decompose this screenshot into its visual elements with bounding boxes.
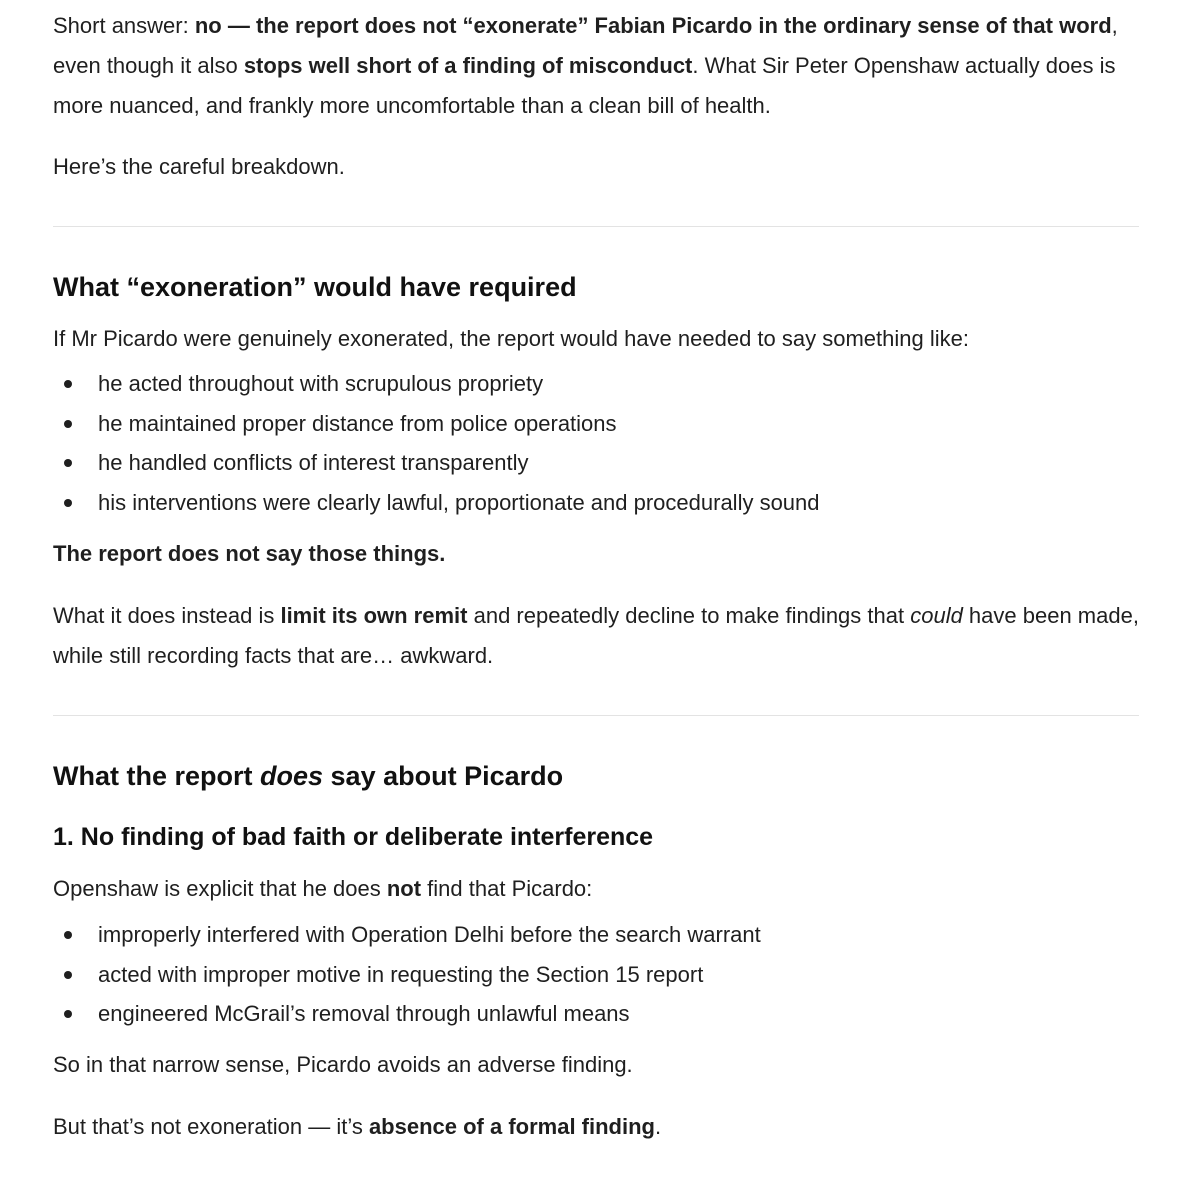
divider <box>53 715 1139 716</box>
subsection-paragraph-1: So in that narrow sense, Picardo avoids an adverse finding. <box>53 1052 633 1077</box>
intro-breakdown: Here’s the careful breakdown. <box>53 154 345 179</box>
list-item: acted with improper motive in requesting the Section 15 report <box>53 955 1140 995</box>
bullet-icon <box>64 1010 72 1018</box>
section1-lead: If Mr Picardo were genuinely exonerated, the report would have needed to say something like: <box>53 326 969 351</box>
section1-paragraph: What it does instead is limit its own remit and repeatedly decline to make findings that could have been made, while still recording facts that are… awkward. <box>53 603 1139 668</box>
subsection-lead: Openshaw is explicit that he does not find that Picardo: <box>53 876 593 901</box>
bullet-icon <box>64 499 72 507</box>
section1-bold-line: The report does not say those things. <box>53 541 446 566</box>
intro-text-1: Short answer: <box>53 13 195 38</box>
intro-bold-1: no — the report does not “exonerate” Fabian Picardo in the ordinary sense of that word <box>194 13 1112 38</box>
section-heading-exoneration: What “exoneration” would have required <box>53 272 577 302</box>
list-item: he acted throughout with scrupulous propriety <box>53 364 1140 404</box>
bullet-icon <box>64 380 72 388</box>
subsection-heading-no-bad-faith: 1. No finding of bad faith or deliberate interference <box>53 823 654 851</box>
bullet-icon <box>64 971 72 979</box>
intro-paragraph <box>53 6 1140 126</box>
list-item: he handled conflicts of interest transparently <box>53 443 1140 483</box>
list-item: improperly interfered with Operation Delhi before the search warrant <box>53 915 1140 955</box>
section-heading-report-says: What the report does say about Picardo <box>53 761 564 791</box>
list-item: engineered McGrail’s removal through unlawful means <box>53 994 1140 1034</box>
list-item: he maintained proper distance from police operations <box>53 404 1140 444</box>
list-item: his interventions were clearly lawful, proportionate and procedurally sound <box>53 483 1140 523</box>
intro-bold-2: stops well short of a finding of misconduct <box>243 53 693 78</box>
bullet-icon <box>64 459 72 467</box>
bullet-icon <box>64 931 72 939</box>
intro-text-2: , even though it also <box>53 13 1118 78</box>
subsection-paragraph-2: But that’s not exoneration — it’s absence of a formal finding. <box>53 1114 662 1139</box>
requirements-list <box>53 364 1140 522</box>
intro-text-3: . What Sir Peter Openshaw actually does is more nuanced, and frankly more uncomfortable than a clean bill of health. <box>53 53 1116 118</box>
divider <box>53 226 1139 227</box>
bullet-icon <box>64 420 72 428</box>
findings-list <box>53 915 1140 1034</box>
